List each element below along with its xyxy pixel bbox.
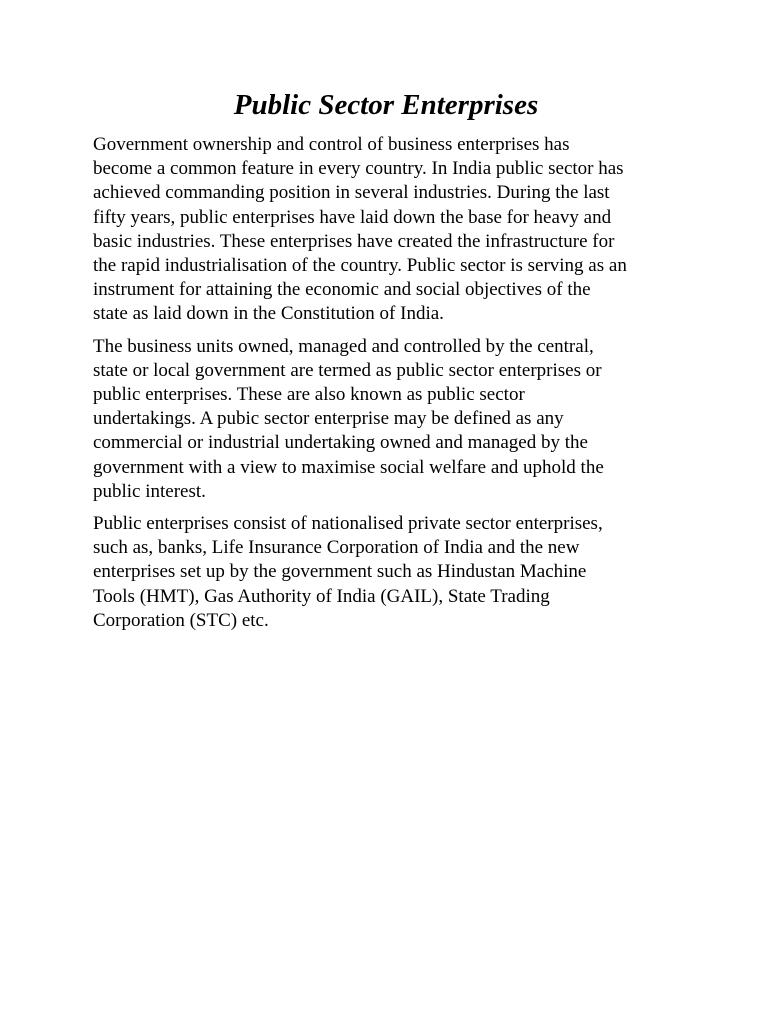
paragraph-line: fifty years, public enterprises have laid down the base for heavy and: [93, 206, 612, 228]
paragraph-line: the rapid industrialisation of the country. Public sector is serving as an: [93, 255, 627, 277]
paragraph-3: [93, 512, 693, 633]
document-body: [93, 133, 693, 641]
paragraph-1: [93, 133, 693, 327]
paragraph-line: Public enterprises consist of nationalised private sector enterprises,: [93, 513, 603, 535]
paragraph-line: state as laid down in the Constitution of India.: [93, 303, 444, 325]
paragraph-2: [93, 335, 693, 504]
paragraph-line: basic industries. These enterprises have created the infrastructure for: [93, 230, 615, 252]
paragraph-line: commercial or industrial undertaking owned and managed by the: [93, 432, 588, 454]
paragraph-line: public enterprises. These are also known as public sector: [93, 384, 525, 406]
paragraph-line: The business units owned, managed and controlled by the central,: [93, 335, 594, 357]
paragraph-line: achieved commanding position in several industries. During the last: [93, 182, 610, 204]
paragraph-line: undertakings. A pubic sector enterprise may be defined as any: [93, 408, 564, 430]
paragraph-line: enterprises set up by the government such as Hindustan Machine: [93, 561, 587, 583]
paragraph-line: Government ownership and control of business enterprises has: [93, 134, 570, 155]
paragraph-line: government with a view to maximise social welfare and uphold the: [93, 456, 604, 478]
paragraph-line: become a common feature in every country. In India public sector has: [93, 158, 624, 180]
paragraph-line: Tools (HMT), Gas Authority of India (GAIL), State Trading: [93, 585, 550, 607]
paragraph-line: Corporation (STC) etc.: [93, 609, 269, 631]
document-title: Public Sector Enterprises: [233, 89, 539, 121]
paragraph-line: public interest.: [93, 480, 206, 502]
paragraph-line: such as, banks, Life Insurance Corporation of India and the new: [93, 537, 580, 559]
paragraph-line: state or local government are termed as public sector enterprises or: [93, 359, 602, 381]
paragraph-line: instrument for attaining the economic and social objectives of the: [93, 279, 591, 301]
